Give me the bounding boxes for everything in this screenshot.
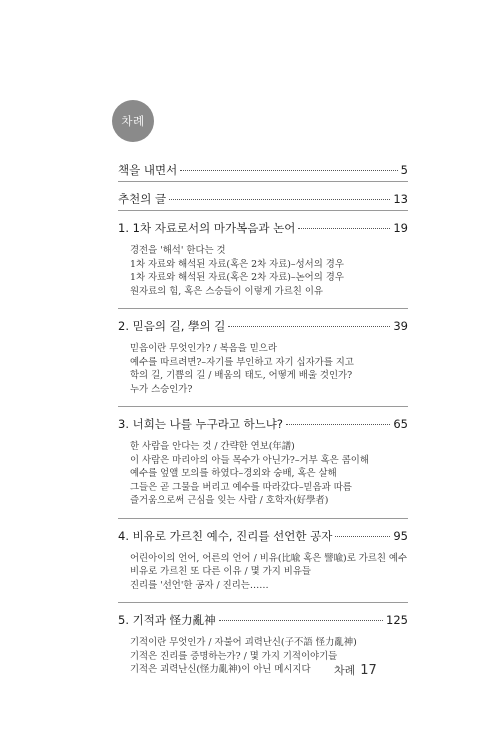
subsection: 한 사람을 안다는 것 / 간략한 연보(年譜)	[130, 441, 295, 452]
subsection: 그들은 곧 그물을 버리고 예수를 따라갔다–믿음과 따름	[130, 481, 352, 493]
toc-entry	[118, 188, 408, 210]
entry-page: 125	[386, 613, 408, 627]
leader-dots	[219, 619, 383, 621]
toc-entry	[118, 413, 408, 508]
entry-title: 2. 믿음의 길, 學의 길	[118, 319, 226, 333]
subsection: 기적은 괴력난신(怪力亂神)이 아닌 메시지다	[130, 664, 311, 675]
table-of-contents	[118, 159, 408, 677]
subsection: 기적이란 무엇인가 / 자불어 괴력난신(子不語 怪力亂神)	[130, 637, 357, 648]
page-number: 17	[360, 663, 377, 678]
subsection: 예수를 따르려면?–자기를 부인하고 자기 십자가를 지고	[130, 356, 354, 368]
leader-dots	[286, 423, 390, 425]
subsection: 믿음이란 무엇인가? / 복음을 믿으라	[130, 343, 277, 354]
subsection: 학의 길, 기쁨의 길 / 배움의 태도, 어떻게 배울 것인가?	[130, 370, 353, 381]
page-footer	[334, 662, 377, 678]
entry-title: 추천의 글	[118, 192, 167, 206]
leader-dots	[228, 325, 390, 327]
entry-title: 책을 내면서	[118, 163, 178, 177]
toc-entry	[118, 315, 408, 396]
subsection: 1차 자료와 해석된 자료(혹은 2차 자료)–논어의 경우	[130, 272, 344, 283]
leader-dots	[169, 198, 390, 200]
contents-badge: 차례	[112, 100, 154, 142]
subsection: 경전을 '해석' 한다는 것	[130, 245, 226, 256]
leader-dots	[298, 227, 390, 229]
subsection: 즐거움으로써 근심을 잊는 사람 / 호학자(好學者)	[130, 495, 329, 506]
entry-page: 19	[393, 221, 408, 235]
subsection: 예수를 엎앨 모의를 하였다–경외와 숭배, 혹은 살해	[130, 468, 337, 479]
toc-entry	[118, 159, 408, 181]
toc-entry	[118, 217, 408, 298]
entry-page: 39	[393, 319, 408, 333]
subsection-list	[130, 244, 408, 298]
entry-page: 65	[393, 417, 408, 431]
subsection-list	[130, 342, 408, 396]
entry-page: 13	[393, 192, 408, 206]
footer-label: 차례	[334, 664, 356, 677]
leader-dots	[335, 535, 390, 537]
entry-page: 95	[393, 528, 408, 543]
entry-title: 4. 비유로 가르친 예수, 진리를 선언한 공자	[118, 528, 333, 543]
subsection-list	[130, 552, 408, 593]
subsection: 진리를 '선언'한 공자 / 진리는……	[130, 579, 269, 591]
entry-title: 3. 너희는 나를 누구라고 하느냐?	[118, 417, 284, 431]
entry-page: 5	[400, 163, 408, 177]
subsection-list	[130, 440, 408, 508]
toc-entry	[118, 525, 408, 593]
entry-title: 5. 기적과 怪力亂神	[118, 613, 216, 627]
subsection: 원자료의 힘, 혹은 스승들이 이렇게 가르친 이유	[130, 285, 323, 297]
subsection: 비유로 가르친 또 다른 이유 / 몇 가지 비유들	[130, 566, 311, 577]
subsection: 어린아이의 언어, 어른의 언어 / 비유(比喩 혹은 譬喩)로 가르친 예수	[130, 552, 408, 564]
entry-title: 1. 1차 자료로서의 마가복음과 논어	[118, 221, 296, 235]
subsection: 이 사람은 마리아의 아들 목수가 아닌가?–거부 혹은 콤이해	[130, 454, 369, 466]
leader-dots	[180, 169, 397, 171]
subsection: 1차 자료와 해석된 자료(혹은 2차 자료)–성서의 경우	[130, 258, 344, 270]
subsection: 기적은 진리를 증명하는가? / 몇 가지 기적이야기들	[130, 650, 338, 662]
subsection: 누가 스승인가?	[130, 383, 193, 395]
